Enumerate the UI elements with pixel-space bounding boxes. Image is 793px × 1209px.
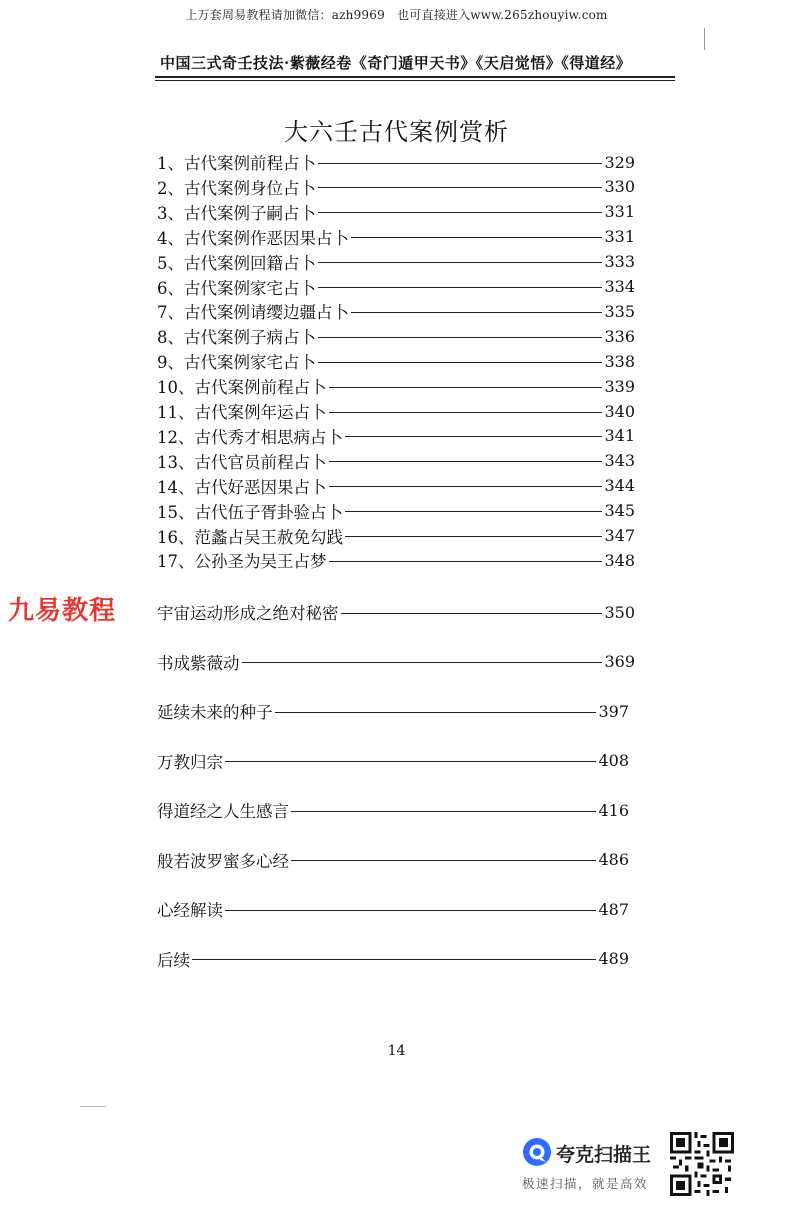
toc-leader-line	[345, 436, 602, 437]
toc-entry	[157, 225, 635, 249]
toc-entry-title: 3、古代案例子嗣占卜	[157, 203, 316, 223]
toc-leader-line	[351, 312, 602, 313]
toc-chapter-entry	[157, 749, 629, 773]
brand-watermark: 九易教程	[8, 596, 117, 626]
toc-entry-title: 10、古代案例前程占卜	[157, 378, 327, 398]
toc-leader-line	[329, 412, 603, 413]
toc-entry	[157, 150, 635, 174]
toc-leader-line	[329, 561, 603, 562]
toc-page-number: 331	[604, 227, 635, 247]
toc-page-number: 336	[604, 326, 635, 346]
toc-leader-line	[291, 860, 596, 861]
toc-entry	[157, 374, 635, 398]
toc-page-number: 334	[604, 277, 635, 296]
toc-entry	[157, 548, 635, 572]
toc-leader-line	[192, 959, 596, 960]
toc-leader-line	[275, 712, 597, 713]
toc-leader-line	[242, 662, 603, 663]
toc-leader-line	[318, 212, 602, 213]
toc-entry-title: 12、古代秀才相思病占卜	[157, 427, 343, 447]
quark-logo-icon	[522, 1137, 552, 1167]
toc-page-number: 333	[604, 252, 635, 272]
toc-page-number: 329	[604, 152, 635, 172]
toc-entry	[157, 250, 635, 274]
toc-entry-title: 13、古代官员前程占卜	[157, 452, 327, 472]
toc-page-number: 343	[604, 451, 635, 471]
scan-smudge	[80, 1106, 106, 1107]
toc-page-number: 344	[604, 476, 635, 496]
toc-entry	[157, 449, 635, 473]
toc-leader-line	[318, 337, 602, 338]
toc-entry-title: 4、古代案例作恶因果占卜	[157, 228, 349, 248]
toc-entry	[157, 349, 635, 373]
toc-entry-title: 后续	[157, 950, 190, 970]
toc-entry	[157, 499, 635, 523]
toc-entry-title: 14、古代好恶因果占卜	[157, 477, 327, 497]
toc-page-number: 486	[598, 850, 629, 869]
toc-leader-line	[318, 262, 602, 263]
toc-entry	[157, 424, 635, 448]
toc-page-number: 416	[598, 800, 629, 820]
toc-page-number: 350	[604, 602, 635, 622]
toc-page-number: 348	[604, 550, 635, 570]
toc-entry	[157, 524, 635, 548]
toc-entry	[157, 324, 635, 348]
toc-leader-line	[329, 486, 603, 487]
toc-entry-title: 15、古代伍子胥卦验占卜	[157, 502, 343, 522]
toc-chapter-entry	[157, 600, 635, 624]
toc-chapter-entry	[157, 848, 629, 872]
toc-entry-title: 心经解读	[157, 901, 223, 920]
toc-entry-title: 1、古代案例前程占卜	[157, 154, 316, 173]
toc-entry	[157, 175, 635, 199]
toc-entry-title: 万教归宗	[157, 752, 223, 772]
toc-page-number: 331	[604, 202, 635, 222]
top-watermark: 上万套周易教程请加微信：azh9969 也可直接进入www.265zhouyiw.com	[185, 8, 608, 22]
toc-page-number: 369	[604, 652, 635, 671]
toc-page-number: 339	[604, 376, 635, 396]
toc-leader-line	[318, 187, 602, 188]
toc-page-number: 335	[604, 301, 635, 321]
toc-entry-title: 8、古代案例子病占卜	[157, 328, 316, 348]
toc-leader-line	[345, 536, 602, 537]
toc-page-number: 408	[598, 751, 629, 770]
toc-leader-line	[318, 163, 602, 164]
toc-entry	[157, 200, 635, 224]
toc-leader-line	[225, 910, 596, 911]
toc-page-number: 338	[604, 351, 635, 371]
toc-entry-title: 书成紫薇动	[157, 653, 240, 673]
header-rule-thin	[155, 80, 675, 81]
toc-page-number: 330	[604, 177, 635, 197]
toc-entry-title: 11、古代案例年运占卜	[157, 403, 327, 422]
scan-artifact-line	[704, 28, 705, 50]
toc-leader-line	[351, 237, 602, 238]
qr-code-icon	[670, 1132, 734, 1196]
toc-entry-title: 16、范蠡占吴王赦免勾践	[157, 527, 343, 547]
toc-entry-title: 7、古代案例请缨边疆占卜	[157, 303, 349, 323]
toc-entry-title: 5、古代案例回籍占卜	[157, 253, 316, 273]
toc-page-number: 489	[598, 949, 629, 968]
toc-entry-title: 宇宙运动形成之绝对秘密	[157, 604, 339, 623]
toc-entry	[157, 474, 635, 498]
scanner-badge	[518, 1132, 738, 1196]
toc-entry-title: 2、古代案例身位占卜	[157, 178, 316, 198]
toc-entry	[157, 275, 635, 299]
scanner-slogan: 极速扫描，就是高效	[522, 1176, 649, 1191]
toc-leader-line	[345, 511, 602, 512]
toc-leader-line	[225, 761, 596, 762]
toc-entry-title: 17、公孙圣为吴王占梦	[157, 552, 327, 572]
toc-page-number: 340	[604, 401, 635, 421]
scanner-name: 夸克扫描王	[556, 1144, 652, 1166]
toc-chapter-entry	[157, 897, 629, 921]
toc-page-number: 345	[604, 501, 635, 521]
toc-leader-line	[318, 362, 602, 363]
toc-leader-line	[329, 387, 603, 388]
toc-entry	[157, 399, 635, 423]
toc-leader-line	[291, 811, 596, 812]
running-header: 中国三式奇壬技法·紫薇经卷《奇门遁甲天书》《天启觉悟》《得道经》	[160, 54, 632, 72]
toc-entry-title: 9、古代案例家宅占卜	[157, 353, 316, 373]
toc-leader-line	[341, 613, 603, 614]
toc-page-number: 487	[598, 899, 629, 919]
header-rule	[155, 76, 675, 78]
toc-entry	[157, 299, 635, 323]
toc-page-number: 347	[604, 526, 635, 545]
toc-entry-title: 6、古代案例家宅占卜	[157, 278, 316, 298]
toc-page-number: 341	[604, 426, 635, 446]
toc-chapter-entry	[157, 650, 635, 674]
toc-chapter-entry	[157, 798, 629, 822]
toc-chapter-entry	[157, 699, 629, 723]
toc-entry-title: 般若波罗蜜多心经	[157, 851, 289, 871]
toc-leader-line	[318, 287, 602, 288]
toc-chapter-entry	[157, 947, 629, 971]
toc-entry-title: 得道经之人生感言	[157, 802, 289, 821]
toc-entry-title: 延续未来的种子	[157, 703, 273, 722]
page-number: 14	[387, 1043, 406, 1059]
toc-page-number: 397	[598, 701, 629, 721]
toc-leader-line	[329, 461, 603, 462]
section-title: 大六壬古代案例赏析	[284, 118, 509, 146]
